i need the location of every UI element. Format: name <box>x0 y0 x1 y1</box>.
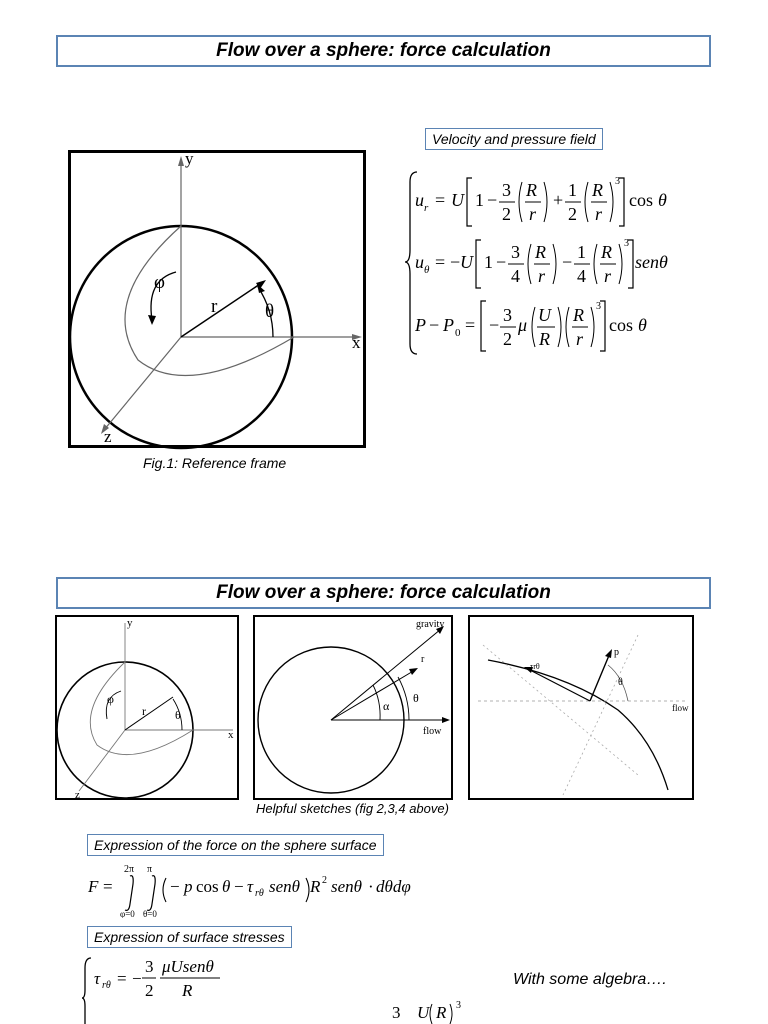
reference-frame-figure <box>68 150 366 450</box>
sketch3-p-label: p <box>614 647 619 658</box>
svg-text:U: U <box>417 1003 430 1022</box>
svg-text:3: 3 <box>624 238 629 249</box>
svg-text:F: F <box>88 877 99 896</box>
svg-text:r: r <box>576 329 584 349</box>
svg-text:3: 3 <box>511 242 520 262</box>
svg-text:senθ: senθ <box>331 877 363 896</box>
force-expression-label: Expression of the force on the sphere surface <box>87 834 384 856</box>
velocity-pressure-equations <box>405 168 695 358</box>
svg-text:μ: μ <box>518 315 528 335</box>
r-label: r <box>211 296 218 317</box>
phi-label: φ <box>154 272 165 293</box>
svg-text:R: R <box>436 1003 447 1022</box>
svg-text:U: U <box>451 190 464 210</box>
axis-y-label: y <box>185 150 194 168</box>
svg-text:·: · <box>368 877 374 896</box>
svg-text:P: P <box>415 315 426 335</box>
axis-z-label: z <box>104 427 112 446</box>
sketch3-tau-label: τrθ <box>530 662 540 671</box>
sketch1-phi-label: φ <box>107 692 114 706</box>
svg-text:P: P <box>443 315 454 335</box>
sketch2-flow-label: flow <box>423 726 442 737</box>
svg-text:=: = <box>465 315 476 335</box>
svg-text:r: r <box>538 266 546 286</box>
svg-text:2: 2 <box>502 204 511 224</box>
svg-text:r: r <box>595 204 603 224</box>
sketch-caption: Helpful sketches (fig 2,3,4 above) <box>256 801 449 816</box>
sketch1-y-label: y <box>127 617 133 629</box>
stress-equations <box>82 954 482 1024</box>
svg-text:θ: θ <box>222 877 231 896</box>
svg-text:cos: cos <box>609 315 633 335</box>
algebra-note: With some algebra…. <box>513 971 667 988</box>
svg-text:senθ: senθ <box>269 877 301 896</box>
svg-text:3: 3 <box>456 1000 461 1011</box>
figure1-caption: Fig.1: Reference frame <box>143 455 287 471</box>
svg-text:1: 1 <box>484 252 493 272</box>
svg-text:cos: cos <box>196 877 219 896</box>
svg-text:1: 1 <box>475 190 484 210</box>
svg-text:R: R <box>526 180 537 200</box>
svg-text:2π: 2π <box>124 864 135 875</box>
svg-text:R: R <box>592 180 603 200</box>
svg-text:=: = <box>103 877 113 896</box>
svg-text:u: u <box>415 252 424 272</box>
sketch2-alpha-label: α <box>383 699 390 713</box>
svg-text:r: r <box>424 202 429 214</box>
svg-text:=: = <box>435 252 446 272</box>
svg-text:−: − <box>170 877 180 896</box>
svg-text:μUsenθ: μUsenθ <box>162 957 214 976</box>
svg-text:2: 2 <box>568 204 577 224</box>
svg-text:θ: θ <box>638 315 647 335</box>
svg-text:1: 1 <box>568 180 577 200</box>
force-integral-equation <box>86 860 426 918</box>
svg-text:U: U <box>538 305 551 325</box>
sketch3-flow-label: flow <box>672 703 689 713</box>
svg-text:R: R <box>573 305 584 325</box>
svg-text:−: − <box>562 252 573 272</box>
svg-text:2: 2 <box>145 981 154 1000</box>
svg-text:φ=0: φ=0 <box>120 909 135 918</box>
sketch1-theta-label: θ <box>175 708 181 722</box>
svg-text:R: R <box>182 981 193 1000</box>
sketch2-r-label: r <box>421 654 425 665</box>
svg-text:−: − <box>496 252 507 272</box>
slide2-title: Flow over a sphere: force calculation <box>56 577 711 609</box>
svg-text:−: − <box>132 969 142 988</box>
svg-text:p: p <box>184 877 193 896</box>
velocity-pressure-label: Velocity and pressure field <box>425 128 603 150</box>
svg-text:3: 3 <box>502 180 511 200</box>
svg-text:3: 3 <box>392 1003 401 1022</box>
sketch2-theta-label: θ <box>413 691 419 705</box>
svg-text:rθ: rθ <box>255 888 264 899</box>
svg-text:4: 4 <box>511 266 520 286</box>
svg-text:u: u <box>415 190 424 210</box>
svg-text:3: 3 <box>145 957 154 976</box>
svg-text:=: = <box>435 190 446 210</box>
slide1-title: Flow over a sphere: force calculation <box>56 35 711 67</box>
svg-text:R: R <box>539 329 550 349</box>
svg-text:R: R <box>310 877 321 896</box>
svg-text:θ: θ <box>424 264 430 276</box>
svg-text:−: − <box>487 190 498 210</box>
svg-text:−: − <box>450 252 461 272</box>
svg-text:−: − <box>489 315 500 335</box>
svg-text:R: R <box>535 242 546 262</box>
sketch1-z-label: z <box>75 789 80 800</box>
sketch3-theta-label: θ <box>618 677 623 688</box>
svg-text:θ=0: θ=0 <box>143 909 157 918</box>
svg-text:−: − <box>429 315 440 335</box>
svg-text:rθ: rθ <box>102 980 111 991</box>
svg-text:senθ: senθ <box>635 252 668 272</box>
svg-text:1: 1 <box>577 242 586 262</box>
axis-x-label: x <box>352 333 361 352</box>
svg-text:r: r <box>604 266 612 286</box>
theta-label: θ <box>265 301 275 322</box>
svg-text:2: 2 <box>503 329 512 349</box>
svg-text:3: 3 <box>503 305 512 325</box>
svg-text:4: 4 <box>577 266 586 286</box>
svg-text:θ: θ <box>658 190 667 210</box>
svg-text:π: π <box>147 864 153 875</box>
svg-text:r: r <box>529 204 537 224</box>
svg-text:=: = <box>117 969 127 988</box>
svg-text:U: U <box>460 252 473 272</box>
svg-text:τ: τ <box>247 877 254 896</box>
sketch2-gravity-label: gravity <box>416 619 445 630</box>
svg-text:+: + <box>553 190 564 210</box>
svg-text:3: 3 <box>596 301 601 312</box>
stress-expression-label: Expression of surface stresses <box>87 926 292 948</box>
svg-text:−: − <box>234 877 244 896</box>
sketch-reference-frame <box>55 615 239 800</box>
svg-text:2: 2 <box>322 875 327 886</box>
sketch1-x-label: x <box>228 729 234 741</box>
svg-text:cos: cos <box>629 190 653 210</box>
sketch-surface-stress <box>468 615 694 800</box>
sketch-gravity-flow <box>253 615 453 800</box>
sketch1-r-label: r <box>142 704 146 718</box>
svg-text:0: 0 <box>455 327 461 339</box>
svg-text:R: R <box>601 242 612 262</box>
svg-text:3: 3 <box>615 176 620 187</box>
svg-text:dθdφ: dθdφ <box>376 877 411 896</box>
svg-text:τ: τ <box>94 969 101 988</box>
